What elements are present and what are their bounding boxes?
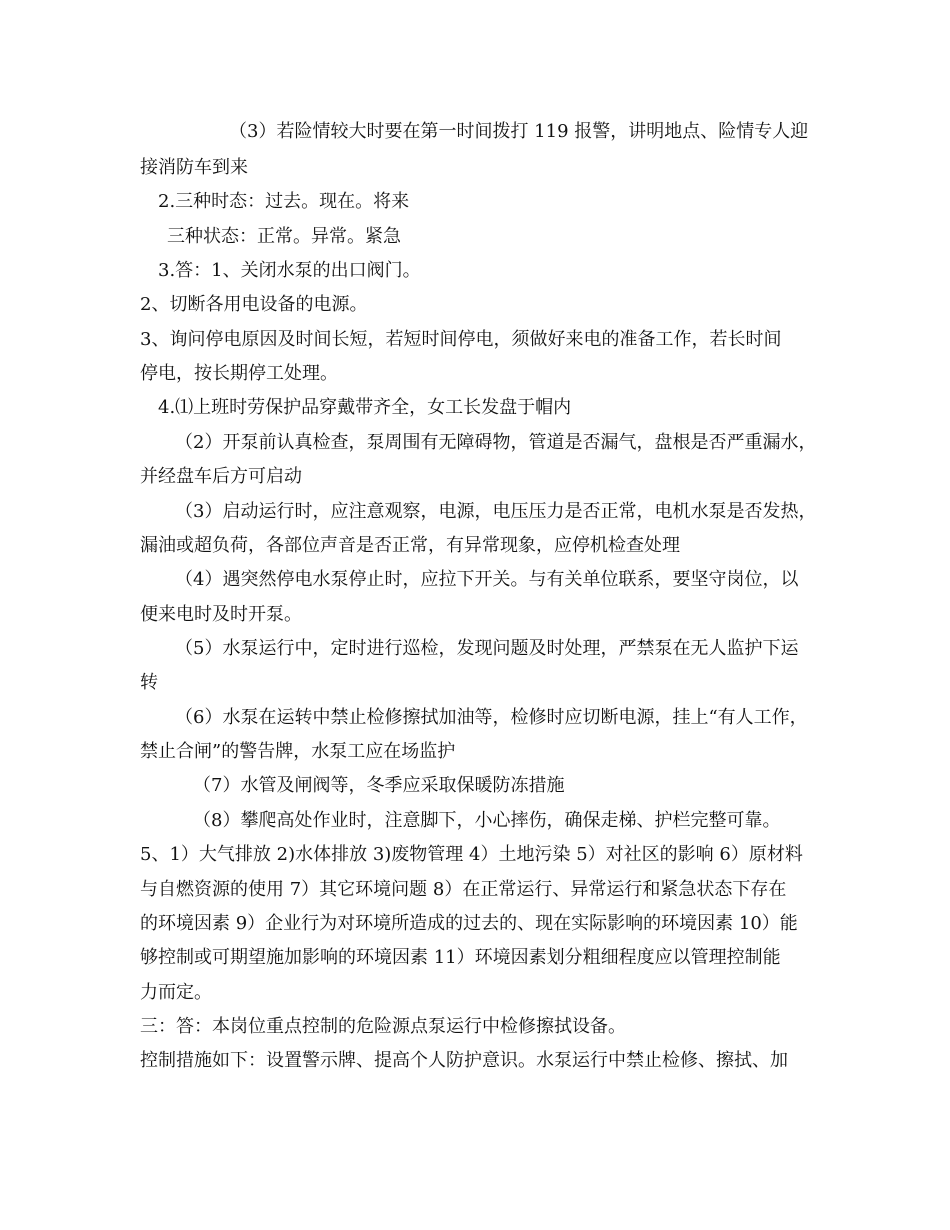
text-line: （4）遇突然停电水泵停止时，应拉下开关。与有关单位联系，要坚守岗位，以: [175, 569, 799, 590]
text-line: （3）启动运行时，应注意观察，电源，电压压力是否正常，电机水泵是否发热，: [175, 501, 817, 522]
text-line: （6）水泵在运转中禁止检修擦拭加油等，检修时应切断电源，挂上“有人工作，: [175, 707, 808, 728]
text-line: 接消防车到来: [140, 157, 248, 178]
text-line: 三：答：本岗位重点控制的危险源点泵运行中检修擦拭设备。: [140, 1016, 626, 1037]
text-line: 并经盘车后方可启动: [140, 466, 302, 487]
text-line: 3.答：1、关闭水泵的出口阀门。: [158, 260, 421, 281]
text-line: 5、1）大气排放 2)水体排放 3)废物管理 4）土地污染 5）对社区的影响 6）原材料: [140, 844, 803, 865]
text-line: 够控制或可期望施加影响的环境因素 11）环境因素划分粗细程度应以管理控制能: [140, 947, 781, 968]
text-line: 禁止合闸”的警告牌，水泵工应在场监护: [140, 741, 456, 762]
text-line: （2）开泵前认真检查，泵周围有无障碍物，管道是否漏气，盘根是否严重漏水，: [175, 432, 817, 453]
text-line: 控制措施如下：设置警示牌、提高个人防护意识。水泵运行中禁止检修、擦拭、加: [140, 1050, 788, 1071]
text-line: 便来电时及时开泵。: [140, 604, 302, 625]
text-line: 漏油或超负荷，各部位声音是否正常，有异常现象，应停机检查处理: [140, 535, 680, 556]
text-line: （8）攀爬高处作业时，注意脚下，小心摔伤，确保走梯、护栏完整可靠。: [193, 810, 781, 831]
text-line: 力而定。: [140, 982, 212, 1003]
text-line: 2.三种时态：过去。现在。将来: [158, 191, 410, 212]
text-line: 转: [140, 672, 158, 693]
text-line: 4.⑴上班时劳保护品穿戴带齐全，女工长发盘于帽内: [158, 397, 572, 418]
text-line: 停电，按长期停工处理。: [140, 363, 338, 384]
text-line: （7）水管及闸阀等，冬季应采取保暖防冻措施: [193, 775, 565, 796]
text-line: 与自燃资源的使用 7）其它环境问题 8）在正常运行、异常运行和紧急状态下存在: [140, 879, 787, 900]
text-line: 三种状态：正常。异常。紧急: [167, 226, 401, 247]
text-line: （3）若险情较大时要在第一时间拨打 119 报警，讲明地点、险情专人迎: [229, 121, 809, 142]
text-line: 的环境因素 9）企业行为对环境所造成的过去的、现在实际影响的环境因素 10）能: [140, 913, 798, 934]
text-line: 3、询问停电原因及时间长短，若短时间停电，须做好来电的准备工作，若长时间: [140, 329, 782, 350]
text-line: （5）水泵运行中，定时进行巡检，发现问题及时处理，严禁泵在无人监护下运: [175, 638, 799, 659]
text-line: 2、切断各用电设备的电源。: [140, 294, 368, 315]
